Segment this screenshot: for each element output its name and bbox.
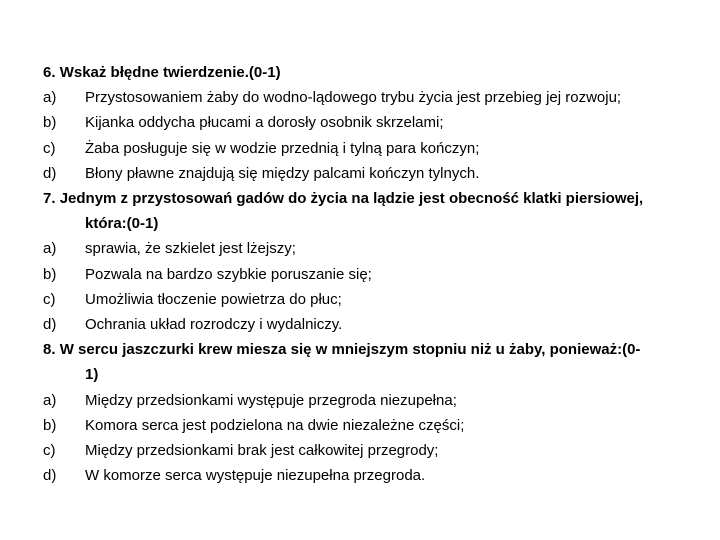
question-text-continuation: która:(0-1) [85, 215, 159, 233]
option-text: Między przedsionkami występuje przegroda niezupełna; [85, 391, 457, 409]
option-text: Komora serca jest podzielona na dwie niezależne części; [85, 416, 465, 434]
option-7d [43, 312, 683, 337]
option-text: Pozwala na bardzo szybkie poruszanie się; [85, 265, 372, 283]
option-letter: c) [43, 290, 56, 308]
option-8d [43, 463, 683, 488]
option-text: Ochrania układ rozrodczy i wydalniczy. [85, 316, 343, 334]
option-letter: b) [43, 265, 57, 283]
option-6d [43, 161, 683, 186]
option-letter: d) [43, 164, 57, 182]
option-letter: a) [43, 240, 57, 258]
option-letter: a) [43, 391, 57, 409]
question-text: W sercu jaszczurki krew miesza się w mniejszym stopniu niż u żaby, ponieważ:(0- [59, 341, 641, 359]
option-6a [43, 85, 683, 110]
option-7c [43, 287, 683, 312]
option-letter: b) [43, 416, 57, 434]
question-number: 8. [43, 341, 56, 359]
option-letter: d) [43, 467, 57, 485]
option-letter: c) [43, 442, 56, 460]
question-text-continuation: 1) [85, 366, 99, 384]
option-8b [43, 413, 683, 438]
question-number: 7. [43, 190, 56, 208]
question-7 [43, 186, 683, 236]
option-text: Kijanka oddycha płucami a dorosły osobnik skrzelami; [85, 114, 444, 132]
quiz-document [43, 60, 683, 488]
option-6c [43, 136, 683, 161]
option-letter: d) [43, 316, 57, 334]
option-8c [43, 438, 683, 463]
option-text: sprawia, że szkielet jest lżejszy; [85, 240, 296, 258]
question-text: Wskaż błędne twierdzenie.(0-1) [59, 64, 281, 81]
option-text: Błony pławne znajdują się między palcami kończyn tylnych. [85, 164, 480, 182]
option-letter: c) [43, 139, 56, 157]
option-letter: b) [43, 114, 57, 132]
option-text: Przystosowaniem żaby do wodno-lądowego trybu życia jest przebieg jej rozwoju; [85, 89, 622, 107]
question-text: Jednym z przystosowań gadów do życia na lądzie jest obecność klatki piersiowej, [59, 190, 644, 208]
option-7a [43, 236, 683, 261]
question-number: 6. [43, 64, 56, 81]
question-6 [43, 60, 683, 85]
option-letter: a) [43, 89, 57, 107]
option-text: W komorze serca występuje niezupełna przegroda. [85, 467, 426, 485]
question-8 [43, 337, 683, 387]
option-text: Między przedsionkami brak jest całkowitej przegrody; [85, 442, 439, 460]
option-6b [43, 110, 683, 135]
option-7b [43, 262, 683, 287]
option-text: Żaba posługuje się w wodzie przednią i tylną para kończyn; [85, 139, 480, 157]
option-text: Umożliwia tłoczenie powietrza do płuc; [85, 290, 342, 308]
option-8a [43, 388, 683, 413]
